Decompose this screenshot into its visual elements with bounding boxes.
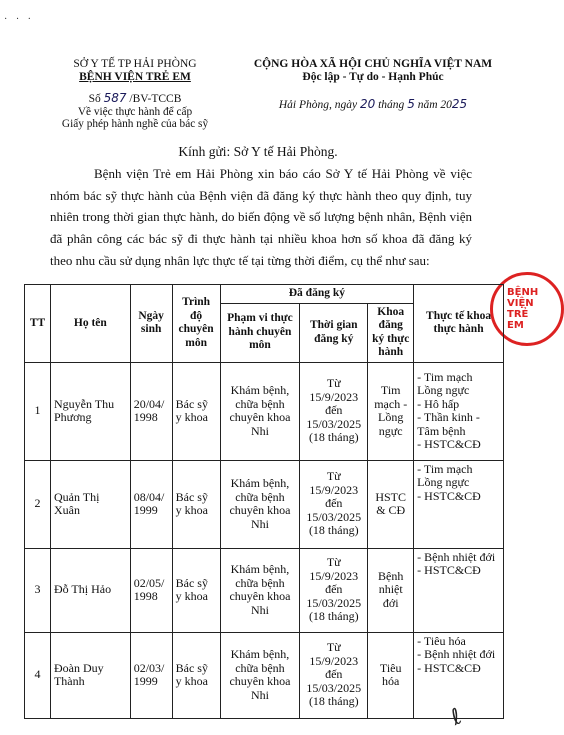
date-year: 25 [451,97,468,111]
actual-list: - Tiêu hóa - Bệnh nhiệt đới - HSTC&CĐ [414,632,504,718]
col-scope: Phạm vi thực hành chuyên môn [220,303,300,362]
actual-list: - Tim mạch Lồng ngực - Hô hấp - Thần kinh - Tâm bệnh - HSTC&CĐ [414,362,504,460]
table-body [25,362,504,718]
practice-table [24,284,504,719]
country-name: CỘNG HÒA XÃ HỘI CHỦ NGHĨA VIỆT NAM [253,58,493,70]
hospital-name: BỆNH VIỆN TRẺ EM [79,71,191,83]
date-line: Hải Phòng, ngày 20 tháng 5 năm 2025 [278,97,468,111]
col-actual: Thực tế khoa thực hành [414,285,504,363]
number-handwritten: 587 [103,91,127,105]
subject-line-1: Về việc thực hành để cấp [77,106,193,118]
recipient: Kính gửi: Sở Y tế Hải Phòng. [178,144,338,159]
col-registered: Đã đăng ký [220,285,414,304]
scan-marks: · · · [4,14,34,25]
actual-list: - Bệnh nhiệt đới - HSTC&CĐ [414,548,504,632]
table-row: 4 Đoàn Duy Thành 02/03/ 1999 Bác sỹ y khoa Khám bệnh, chữa bệnh chuyên khoa Nhi Từ 15/9/2023 đến 15/03/2025 (18 tháng) Tiêu hóa - Tiêu hóa - Bệnh nhiệt đới - HSTC&CĐ [25,632,504,718]
table-row: 2 Quản Thị Xuân 08/04/ 1999 Bác sỹ y khoa Khám bệnh, chữa bệnh chuyên khoa Nhi Từ 15/9/2023 đến 15/03/2025 (18 tháng) HSTC & CĐ - Tim mạch Lồng ngực - HSTC&CĐ [25,460,504,548]
stamp-text: BỆNH VIỆN TRẺ EM [507,287,539,331]
col-level: Trình độ chuyên môn [172,285,220,363]
date-day: 20 [359,97,376,111]
table-row: 1 Nguyễn Thu Phương 20/04/ 1998 Bác sỹ y khoa Khám bệnh, chữa bệnh chuyên khoa Nhi Từ 15/9/2023 đến 15/03/2025 (18 tháng) Tim mạch - Lồng ngực - Tim mạch Lồng ngực - Hô hấp - Thần kinh - Tâm bệnh - HSTC&CĐ [25,362,504,460]
actual-list: - Tim mạch Lồng ngực - HSTC&CĐ [414,460,504,548]
date-month: 5 [407,97,415,111]
table-row: 3 Đỗ Thị Hảo 02/05/ 1998 Bác sỹ y khoa Khám bệnh, chữa bệnh chuyên khoa Nhi Từ 15/9/2023 đến 15/03/2025 (18 tháng) Bệnh nhiệt đới - Bệnh nhiệt đới - HSTC&CĐ [25,548,504,632]
body-paragraph: Bệnh viện Trẻ em Hải Phòng xin báo cáo Sở Y tế Hải Phòng về việc nhóm bác sỹ thực hành của Bệnh viện đã đăng ký thực hành theo quy định, tuy nhiên trong thời gian thực hành, do biến động về số lượng bệnh nhân, Bệnh viện đã phân công các bác sỹ đi thực hành tại nhiều khoa hơn số khoa đã đăng ký theo nhu cầu sử dụng nhân lực thực tế tại từng thời điểm, cụ thể như sau: [50,166,472,268]
header-right [238,58,508,112]
col-tt: TT [25,285,51,363]
document-number: Số 587 /BV-TCCB [88,91,182,105]
col-name: Họ tên [50,285,130,363]
agency-name: SỞ Y TẾ TP HẢI PHÒNG [73,58,197,70]
table-header-row [25,285,504,304]
subject-line-2: Giấy phép hành nghề của bác sỹ [61,118,209,130]
col-period: Thời gian đăng ký [300,303,368,362]
header-left [40,58,230,130]
col-dob: Ngày sinh [130,285,172,363]
col-dept: Khoa đăng ký thực hành [368,303,414,362]
signature-mark: ℓ [447,704,466,731]
motto: Độc lập - Tự do - Hạnh Phúc [302,71,444,83]
